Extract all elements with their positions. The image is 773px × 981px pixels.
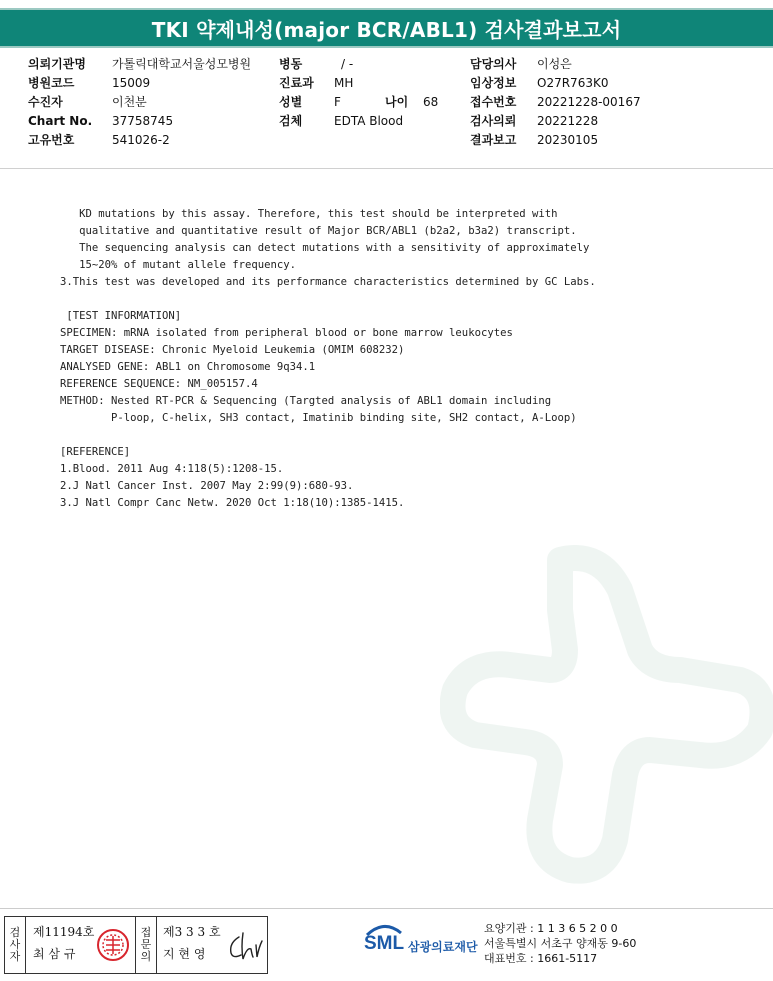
body-line: KD mutations by this assay. Therefore, this test should be interpreted with <box>60 208 558 220</box>
report-title: TKI 약제내성(major BCR/ABL1) 검사결과보고서 <box>151 17 622 42</box>
org-phone: 대표번호 : 1661-5117 <box>484 952 598 965</box>
field-value: 이천분 <box>112 95 147 109</box>
info-row <box>28 93 268 112</box>
info-row <box>470 112 670 131</box>
body-line <box>60 291 596 308</box>
examiner-license: 제11194호 <box>33 925 95 939</box>
info-row <box>470 74 670 93</box>
age-value: 68 <box>423 95 439 109</box>
body-line: REFERENCE SEQUENCE: NM_005157.4 <box>60 378 258 390</box>
field-label: 고유번호 <box>28 133 75 147</box>
org-name: 삼광의료재단 <box>408 940 478 954</box>
body-line: SPECIMEN: mRNA isolated from peripheral blood or bone marrow leukocytes <box>60 327 513 339</box>
org-code: 요양기관 : 1 1 3 6 5 2 0 0 <box>484 922 618 935</box>
examiner-label-char: 자 <box>9 950 21 963</box>
body-line: 3.J Natl Compr Canc Netw. 2020 Oct 1:18(10):1385-1415. <box>60 497 405 509</box>
field-label: 접수번호 <box>470 95 517 109</box>
examiner-label-char: 검 <box>9 926 21 939</box>
info-column-3 <box>470 55 670 150</box>
sml-logo-text: SML <box>364 933 405 954</box>
field-label: 수진자 <box>28 95 63 109</box>
examiner-label <box>5 917 26 973</box>
field-label: 결과보고 <box>470 133 517 147</box>
body-line: ANALYSED GENE: ABL1 on Chromosome 9q34.1 <box>60 361 316 373</box>
body-line: METHOD: Nested RT-PCR & Sequencing (Targted analysis of ABL1 domain including <box>60 395 552 407</box>
body-line <box>60 427 596 444</box>
info-row <box>279 55 449 74</box>
info-column-1 <box>28 55 268 150</box>
field-value: 541026-2 <box>112 133 170 147</box>
reviewer-label-char: 의 <box>140 950 152 963</box>
field-value: 가톨릭대학교서울성모병원 <box>112 57 252 71</box>
field-value: 15009 <box>112 76 151 90</box>
body-line: TARGET DISEASE: Chronic Myeloid Leukemia (OMIM 608232) <box>60 344 405 356</box>
field-label: 검체 <box>279 114 303 128</box>
info-row <box>279 74 449 93</box>
body-line: P-loop, C-helix, SH3 contact, Imatinib binding site, SH2 contact, A-Loop) <box>60 412 577 424</box>
body-line: [TEST INFORMATION] <box>60 310 182 322</box>
field-label: 진료과 <box>279 76 314 90</box>
field-value: 20221228 <box>537 114 599 128</box>
body-line: [REFERENCE] <box>60 446 131 458</box>
age-label: 나이 <box>385 95 409 109</box>
field-label: 성별 <box>279 95 303 109</box>
field-value: O27R763K0 <box>537 76 609 90</box>
field-value: EDTA Blood <box>334 114 404 128</box>
report-footer <box>0 908 773 981</box>
report-title-bar <box>0 8 773 48</box>
info-row <box>279 112 449 131</box>
info-row <box>28 74 268 93</box>
info-row <box>28 131 268 150</box>
header-divider <box>0 168 773 169</box>
reviewer-label-char: 접 <box>140 926 152 939</box>
info-column-2 <box>279 55 449 131</box>
field-label: 병원코드 <box>28 76 75 90</box>
reviewer-label <box>135 917 157 973</box>
field-label: 의뢰기관명 <box>28 57 86 71</box>
examiner-info <box>33 921 94 965</box>
field-value: F <box>334 95 341 109</box>
info-row <box>28 112 268 131</box>
signature-box <box>4 916 268 974</box>
field-value: 20221228-00167 <box>537 95 641 109</box>
reviewer-license: 제3 3 3 호 <box>163 925 221 939</box>
field-value: / - <box>341 57 354 71</box>
watermark-cross-logo <box>440 520 773 900</box>
body-line: 2.J Natl Cancer Inst. 2007 May 2:99(9):680-93. <box>60 480 354 492</box>
reviewer-info <box>163 921 221 965</box>
field-label: 병동 <box>279 57 303 71</box>
field-label: 임상정보 <box>470 76 517 90</box>
field-value: MH <box>334 76 354 90</box>
reviewer-handwritten-signature <box>225 931 263 963</box>
info-row <box>279 93 449 112</box>
examiner-name: 최 삼 규 <box>33 947 76 961</box>
body-line: 1.Blood. 2011 Aug 4:118(5):1208-15. <box>60 463 284 475</box>
field-value: 37758745 <box>112 114 174 128</box>
org-address: 서울특별시 서초구 양재동 9-60 <box>484 937 637 950</box>
field-value: 이성은 <box>537 57 572 71</box>
field-value: 20230105 <box>537 133 599 147</box>
field-label: 검사의뢰 <box>470 114 517 128</box>
org-contact <box>484 921 636 966</box>
info-row <box>470 93 670 112</box>
info-row <box>470 131 670 150</box>
examiner-seal-stamp <box>95 927 131 963</box>
report-body-text <box>60 206 596 512</box>
info-row <box>470 55 670 74</box>
body-line: 3.This test was developed and its performance characteristics determined by GC Labs. <box>60 276 596 288</box>
reviewer-name: 지 현 영 <box>163 947 206 961</box>
examiner-label-char: 사 <box>9 938 21 951</box>
body-line: The sequencing analysis can detect mutations with a sensitivity of approximately <box>60 242 590 254</box>
info-row <box>28 55 268 74</box>
body-line: qualitative and quantitative result of Major BCR/ABL1 (b2a2, b3a2) transcript. <box>60 225 577 237</box>
field-label: Chart No. <box>28 114 93 128</box>
field-label: 담당의사 <box>470 57 517 71</box>
reviewer-label-char: 문 <box>140 938 152 951</box>
body-line: 15~20% of mutant allele frequency. <box>60 259 296 271</box>
